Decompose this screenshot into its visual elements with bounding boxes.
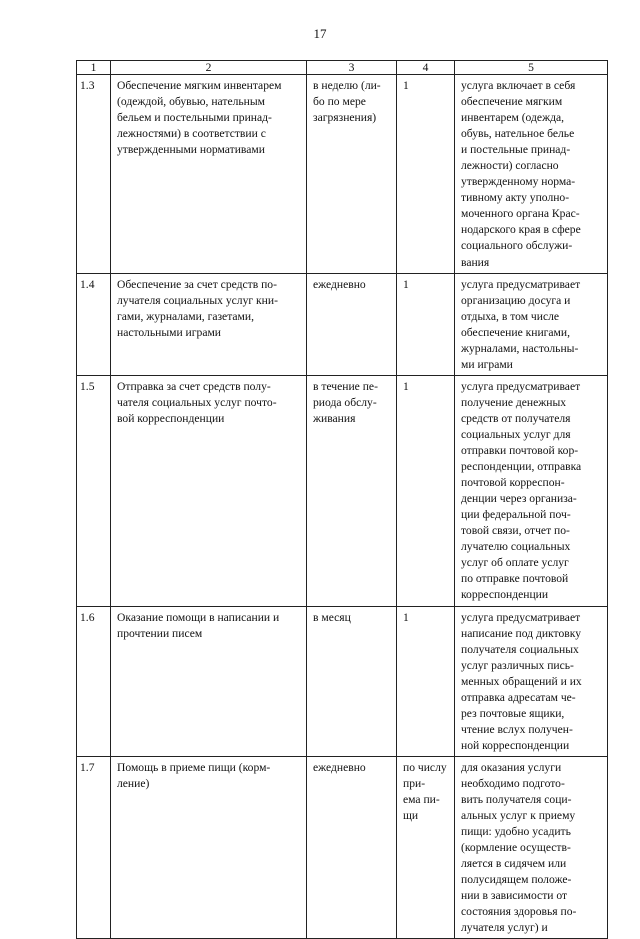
service-amount: 1: [397, 273, 455, 375]
table-row: [77, 606, 608, 756]
row-number: 1.3: [77, 75, 111, 274]
column-header: 2: [111, 61, 307, 75]
table-header-row: [77, 61, 608, 75]
service-name: Отправка за счет средств полу- чателя социальных услуг почто- вой корреспонденции: [111, 375, 307, 606]
service-description: услуга предусматривает получение денежных средств от получателя социальных услуг для отправки почтовой кор- респонденции, отправка почтовой корреспон- денции через организа- ции федеральной поч- товой связи, отчет по- лучателю социальных услуг об оплате услуг по отправке почтовой корреспонденции: [455, 375, 608, 606]
table-row: [77, 75, 608, 274]
service-frequency: в месяц: [307, 606, 397, 756]
service-amount: 1: [397, 606, 455, 756]
service-name: Помощь в приеме пищи (корм- ление): [111, 756, 307, 939]
service-frequency: в неделю (ли- бо по мере загрязнения): [307, 75, 397, 274]
service-name: Оказание помощи в написании и прочтении писем: [111, 606, 307, 756]
row-number: 1.7: [77, 756, 111, 939]
service-name: Обеспечение за счет средств по- лучателя социальных услуг кни- гами, журналами, газетами, настольными играми: [111, 273, 307, 375]
services-table: [76, 60, 608, 939]
column-header: 4: [397, 61, 455, 75]
service-frequency: в течение пе- риода обслу- живания: [307, 375, 397, 606]
service-frequency: ежедневно: [307, 273, 397, 375]
column-header: 1: [77, 61, 111, 75]
row-number: 1.6: [77, 606, 111, 756]
service-description: услуга включает в себя обеспечение мягким инвентарем (одежда, обувь, нательное белье и постельные принад- лежности) согласно утвержденному норма- тивному акту уполно- моченного органа Крас- нодарского края в сфере социального обслужи- вания: [455, 75, 608, 274]
row-number: 1.4: [77, 273, 111, 375]
page-number: 17: [313, 26, 327, 41]
service-amount: по числу при- ема пи- щи: [397, 756, 455, 939]
service-name: Обеспечение мягким инвентарем (одеждой, обувью, нательным бельем и постельными принад- лежностями) в соответствии с утвержденными нормативами: [111, 75, 307, 274]
table-row: [77, 756, 608, 939]
row-number: 1.5: [77, 375, 111, 606]
column-header: 3: [307, 61, 397, 75]
column-header: 5: [455, 61, 608, 75]
service-description: услуга предусматривает написание под диктовку получателя социальных услуг различных пись- менных обращений и их отправка адресатам че- рез почтовые ящики, чтение вслух получен- ной корреспонденции: [455, 606, 608, 756]
service-frequency: ежедневно: [307, 756, 397, 939]
service-description: для оказания услуги необходимо подгото- вить получателя соци- альных услуг к приему пищи: удобно усадить (кормление осуществ- ляется в сидячем или полусидящем положе- нии в зависимости от состояния здоровья по- лучателя услуг) и: [455, 756, 608, 939]
table-row: [77, 375, 608, 606]
service-amount: 1: [397, 75, 455, 274]
service-amount: 1: [397, 375, 455, 606]
service-description: услуга предусматривает организацию досуга и отдыха, в том числе обеспечение книгами, журналами, настольны- ми играми: [455, 273, 608, 375]
table-row: [77, 273, 608, 375]
